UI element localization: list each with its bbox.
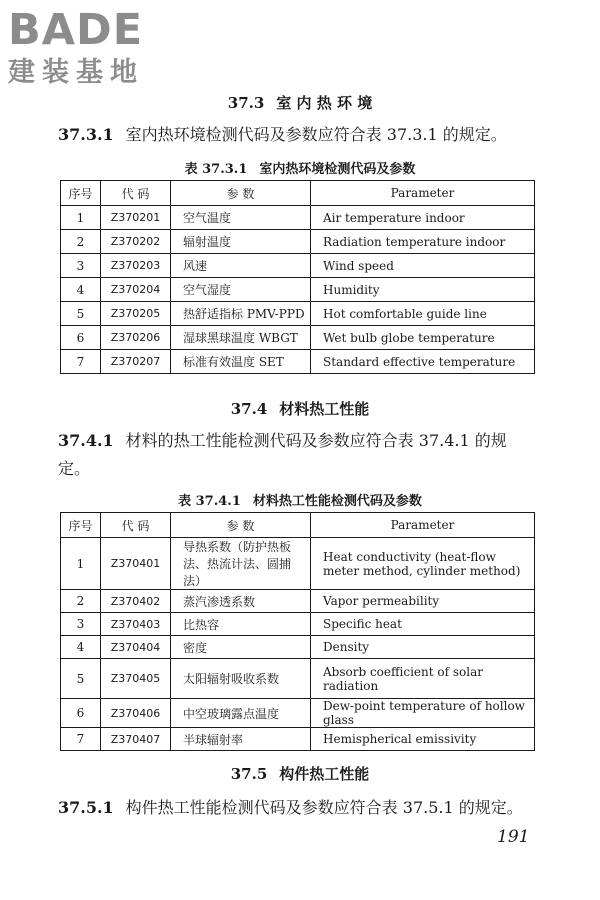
cell-en: Wet bulb globe temperature	[311, 326, 535, 350]
logo-subtitle: 建装基地	[8, 57, 144, 88]
cell-no: 7	[61, 350, 101, 374]
section-heading-37-4	[0, 398, 600, 419]
cell-code: Z370205	[101, 302, 171, 326]
table-row	[61, 538, 535, 590]
cell-no: 3	[61, 254, 101, 278]
cell-en: Standard effective temperature	[311, 350, 535, 374]
cell-param: 标准有效温度 SET	[171, 350, 311, 374]
table-37-3-1	[60, 180, 535, 374]
table-row	[61, 636, 535, 659]
cell-en: Wind speed	[311, 254, 535, 278]
table-caption-37-3-1	[0, 158, 600, 177]
header-code: 代 码	[101, 181, 171, 206]
cell-param: 蒸汽渗透系数	[171, 590, 311, 613]
clause-37-3-1	[58, 121, 538, 149]
header-en: Parameter	[311, 513, 535, 538]
cell-code: Z370206	[101, 326, 171, 350]
cell-no: 6	[61, 326, 101, 350]
cell-no: 2	[61, 590, 101, 613]
table-row	[61, 230, 535, 254]
cell-no: 4	[61, 636, 101, 659]
clause-number: 37.4.1	[58, 431, 114, 450]
cell-code: Z370207	[101, 350, 171, 374]
cell-param: 密度	[171, 636, 311, 659]
cell-en: Humidity	[311, 278, 535, 302]
table-header-row	[61, 513, 535, 538]
cell-code: Z370406	[101, 699, 171, 728]
section-heading-37-3	[0, 92, 600, 113]
cell-param: 比热容	[171, 613, 311, 636]
header-no: 序号	[61, 513, 101, 538]
cell-code: Z370203	[101, 254, 171, 278]
cell-code: Z370204	[101, 278, 171, 302]
table-title: 室内热环境检测代码及参数	[259, 162, 416, 177]
cell-en: Dew-point temperature of hollow glass	[311, 699, 535, 728]
clause-text: 构件热工性能检测代码及参数应符合表 37.5.1 的规定。	[125, 798, 523, 817]
section-number: 37.3	[227, 94, 265, 112]
header-code: 代 码	[101, 513, 171, 538]
table-row	[61, 302, 535, 326]
section-title: 材料热工性能	[279, 400, 370, 418]
cell-no: 3	[61, 613, 101, 636]
cell-no: 1	[61, 538, 101, 590]
cell-en: Vapor permeability	[311, 590, 535, 613]
table-row	[61, 254, 535, 278]
table-title: 材料热工性能检测代码及参数	[252, 494, 422, 509]
clause-37-4-1	[58, 427, 538, 483]
table-row	[61, 659, 535, 699]
table-row	[61, 278, 535, 302]
header-en: Parameter	[311, 181, 535, 206]
page-number: 191	[497, 827, 530, 847]
cell-no: 2	[61, 230, 101, 254]
cell-param: 空气湿度	[171, 278, 311, 302]
cell-param: 半球辐射率	[171, 728, 311, 751]
cell-code: Z370403	[101, 613, 171, 636]
cell-en: Hot comfortable guide line	[311, 302, 535, 326]
table-number: 表 37.4.1	[178, 494, 241, 509]
clause-text: 材料的热工性能检测代码及参数应符合表 37.4.1 的规定。	[58, 431, 507, 478]
section-title: 室 内 热 环 境	[276, 94, 373, 112]
table-header-row	[61, 181, 535, 206]
table-row	[61, 728, 535, 751]
cell-code: Z370201	[101, 206, 171, 230]
cell-no: 6	[61, 699, 101, 728]
table-row	[61, 350, 535, 374]
cell-code: Z370401	[101, 538, 171, 590]
cell-no: 7	[61, 728, 101, 751]
cell-code: Z370404	[101, 636, 171, 659]
cell-param: 辐射温度	[171, 230, 311, 254]
cell-en: Density	[311, 636, 535, 659]
bade-logo	[8, 6, 178, 90]
cell-code: Z370407	[101, 728, 171, 751]
cell-en: Radiation temperature indoor	[311, 230, 535, 254]
section-number: 37.5	[230, 765, 268, 783]
cell-param: 太阳辐射吸收系数	[171, 659, 311, 699]
cell-no: 1	[61, 206, 101, 230]
cell-no: 5	[61, 302, 101, 326]
clause-number: 37.3.1	[58, 125, 114, 144]
section-heading-37-5	[0, 763, 600, 784]
table-row	[61, 206, 535, 230]
header-no: 序号	[61, 181, 101, 206]
cell-en: Heat conductivity (heat-flow meter method, cylinder method)	[311, 538, 535, 590]
table-37-4-1	[60, 512, 535, 751]
logo-wordmark: BADE	[8, 5, 144, 55]
table-number: 表 37.3.1	[184, 162, 248, 177]
table-row	[61, 613, 535, 636]
table-row	[61, 699, 535, 728]
section-title: 构件热工性能	[279, 765, 370, 783]
cell-param: 导热系数（防护热板法、热流计法、圆捕法）	[171, 538, 311, 590]
cell-no: 5	[61, 659, 101, 699]
cell-en: Specific heat	[311, 613, 535, 636]
cell-en: Absorb coefficient of solar radiation	[311, 659, 535, 699]
cell-code: Z370405	[101, 659, 171, 699]
cell-param: 空气温度	[171, 206, 311, 230]
header-param: 参 数	[171, 513, 311, 538]
cell-param: 热舒适指标 PMV-PPD	[171, 302, 311, 326]
table-row	[61, 326, 535, 350]
cell-code: Z370202	[101, 230, 171, 254]
section-number: 37.4	[230, 400, 268, 418]
cell-param: 湿球黑球温度 WBGT	[171, 326, 311, 350]
header-param: 参 数	[171, 181, 311, 206]
clause-number: 37.5.1	[58, 798, 114, 817]
cell-code: Z370402	[101, 590, 171, 613]
cell-no: 4	[61, 278, 101, 302]
cell-en: Hemispherical emissivity	[311, 728, 535, 751]
cell-param: 中空玻璃露点温度	[171, 699, 311, 728]
clause-37-5-1	[58, 794, 538, 822]
cell-param: 风速	[171, 254, 311, 278]
table-caption-37-4-1	[0, 490, 600, 509]
table-row	[61, 590, 535, 613]
cell-en: Air temperature indoor	[311, 206, 535, 230]
clause-text: 室内热环境检测代码及参数应符合表 37.3.1 的规定。	[125, 125, 507, 144]
